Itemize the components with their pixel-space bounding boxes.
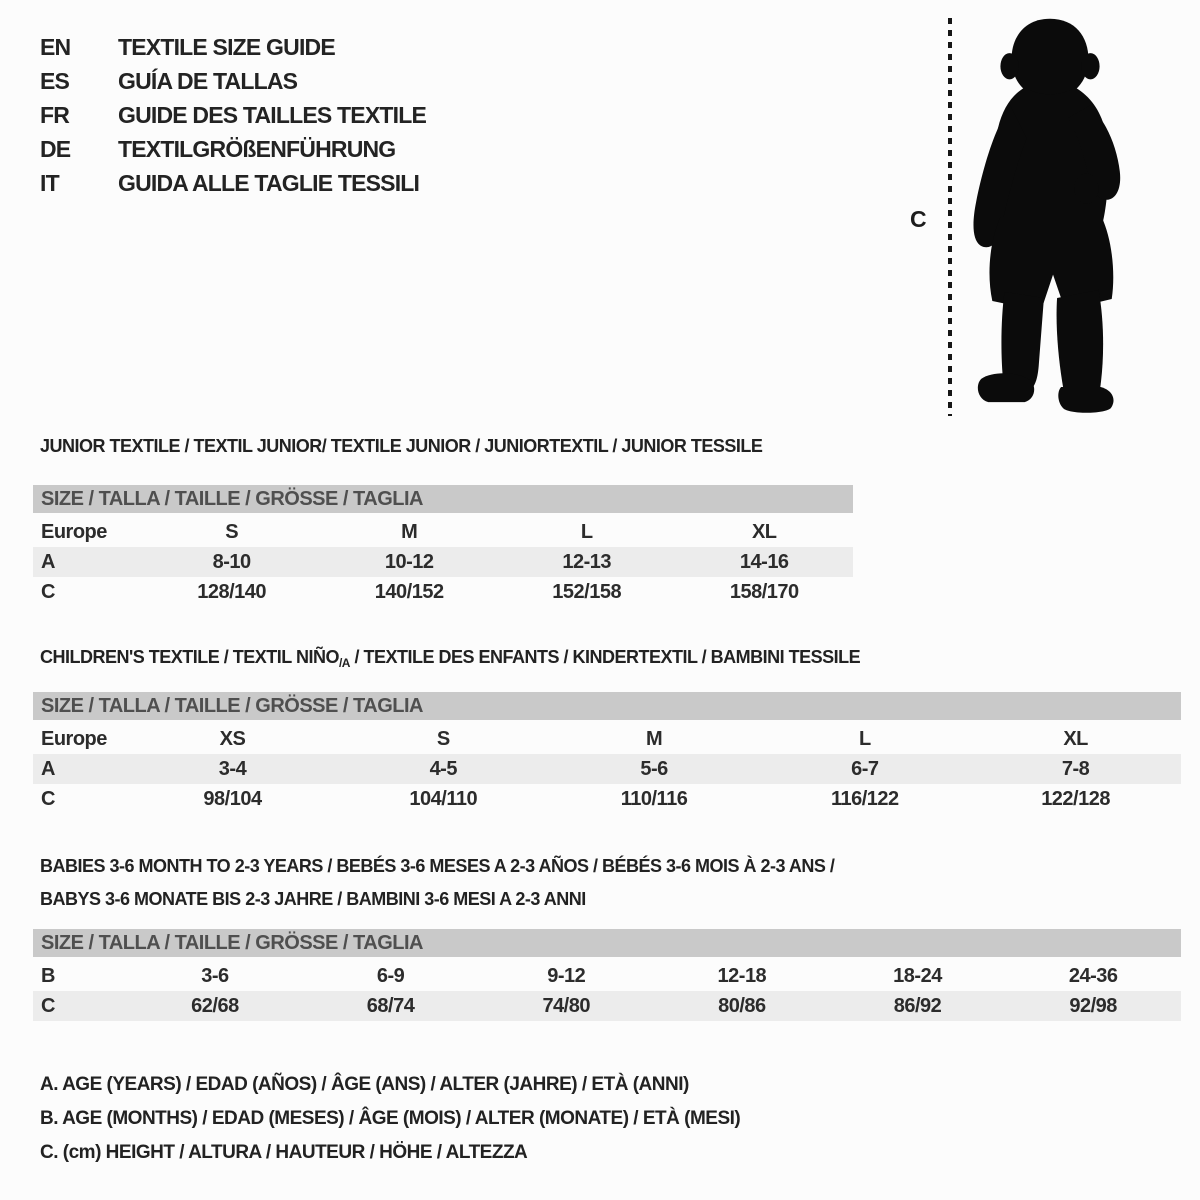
table-cell: M [401,520,418,543]
table-row-b [33,959,1181,991]
baby-height-figure [900,0,1160,430]
height-measure-label: C [910,206,927,232]
table-cell: 10-12 [320,547,498,577]
size-header-band: SIZE / TALLA / TAILLE / GRÖSSE / TAGLIA [33,485,853,515]
table-cell: 74/80 [478,991,654,1021]
section-title-babies [40,850,834,916]
table-cell: 6-9 [376,964,405,987]
table-cell: 92/98 [1005,991,1181,1021]
table-cell: 158/170 [729,580,799,603]
table-cell: L [580,520,593,543]
language-code: DE [40,135,71,162]
table-cell: 128/140 [197,580,267,603]
size-header-row [33,929,1181,959]
row-label: A [33,754,127,784]
table-cell: 8-10 [143,547,321,577]
language-row [40,166,426,200]
section-title-text: / TEXTILE DES ENFANTS / KINDERTEXTIL / BAMBINI TESSILE [349,647,861,667]
measurement-legend [40,1068,740,1170]
section-title-text: BABIES 3-6 MONTH TO 2-3 YEARS / BEBÉS 3-6 MESES A 2-3 AÑOS / BÉBÉS 3-6 MOIS À 2-3 ANS / [40,856,835,876]
legend-line: B. AGE (MONTHS) / EDAD (MESES) / ÂGE (MOIS) / ALTER (MONATE) / ETÀ (MESI) [40,1108,741,1129]
size-table-junior [33,485,853,607]
language-code: FR [40,101,70,128]
table-cell: XL [1063,727,1088,750]
baby-silhouette-icon [964,14,1136,420]
section-title-line [40,641,860,680]
table-cell: 3-4 [127,754,338,784]
row-label: C [41,580,55,603]
language-title: TEXTILGRÖßENFÜHRUNG [118,135,396,162]
language-title: GUÍA DE TALLAS [118,67,298,94]
row-label: B [41,964,55,987]
table-cell: S [225,520,239,543]
table-cell: 7-8 [970,754,1181,784]
language-code: EN [40,33,71,60]
table-row-europe [33,515,853,547]
table-cell: 80/86 [654,991,830,1021]
table-row-c [33,991,1181,1021]
table-cell: S [436,727,450,750]
table-row-c [33,784,1181,814]
row-label: Europe [41,520,107,543]
table-cell: 68/74 [303,991,479,1021]
table-head [33,485,853,515]
language-title: GUIDE DES TAILLES TEXTILE [118,101,426,128]
size-header-band: SIZE / TALLA / TAILLE / GRÖSSE / TAGLIA [33,692,1181,722]
table-cell: 110/116 [620,787,688,810]
table-cell: 14-16 [675,547,853,577]
table-row-europe [33,722,1181,754]
row-label: C [41,787,55,810]
language-title: TEXTILE SIZE GUIDE [118,33,335,60]
language-row [40,64,426,98]
table-head [33,692,1181,722]
table-body [33,515,853,607]
height-dashed-line [948,18,952,416]
table-row-a [33,754,1181,784]
table-cell: XL [751,520,777,543]
table-row-a [33,547,853,577]
legend-line: A. AGE (YEARS) / EDAD (AÑOS) / ÂGE (ANS) / ALTER (JAHRE) / ETÀ (ANNI) [40,1074,689,1095]
row-label: A [33,547,143,577]
row-label: Europe [41,727,107,750]
table-cell: XS [219,727,246,750]
section-title-junior [40,430,762,463]
language-row [40,30,426,64]
section-title-text: BABYS 3-6 MONATE BIS 2-3 JAHRE / BAMBINI 3-6 MESI A 2-3 ANNI [40,889,586,909]
table-cell: 9-12 [547,964,586,987]
table-cell: 18-24 [893,964,942,987]
table-row-c [33,577,853,607]
language-code: IT [40,169,59,196]
language-code: ES [40,67,70,94]
table-cell: 4-5 [338,754,549,784]
table-cell: 104/110 [409,787,478,810]
table-cell: 122/128 [1041,787,1110,810]
table-cell: 5-6 [549,754,760,784]
size-table-children [33,692,1181,814]
section-title-children [40,641,860,680]
table-body [33,959,1181,1021]
language-row [40,98,426,132]
table-cell: 86/92 [830,991,1006,1021]
size-header-row [33,692,1181,722]
table-cell: 3-6 [201,964,229,987]
table-cell: 140/152 [374,580,444,603]
size-header-row [33,485,853,515]
table-head [33,929,1181,959]
table-cell: 98/104 [203,787,262,810]
table-cell: 152/158 [552,580,622,603]
language-row [40,132,426,166]
legend-line: C. (cm) HEIGHT / ALTURA / HAUTEUR / HÖHE / ALTEZZA [40,1142,528,1163]
row-label: C [33,991,127,1021]
size-table-babies [33,929,1181,1021]
table-cell: L [858,727,871,750]
table-body [33,722,1181,814]
table-cell: 116/122 [830,787,899,810]
table-cell: 62/68 [127,991,303,1021]
section-title-line [40,883,834,916]
section-title-text: JUNIOR TEXTILE / TEXTIL JUNIOR/ TEXTILE JUNIOR / JUNIORTEXTIL / JUNIOR TESSILE [40,436,763,456]
table-cell: 12-18 [717,964,767,987]
table-cell: M [645,727,663,750]
section-title-text: /A [338,656,350,670]
table-cell: 24-36 [1068,964,1118,987]
language-title: GUIDA ALLE TAGLIE TESSILI [118,169,420,196]
table-cell: 12-13 [498,547,676,577]
size-header-band: SIZE / TALLA / TAILLE / GRÖSSE / TAGLIA [33,929,1181,959]
section-title-line [40,430,762,463]
section-title-text: CHILDREN'S TEXTILE / TEXTIL NIÑO [40,647,339,667]
section-title-line [40,850,834,883]
table-cell: 6-7 [759,754,970,784]
language-title-list [40,30,426,200]
